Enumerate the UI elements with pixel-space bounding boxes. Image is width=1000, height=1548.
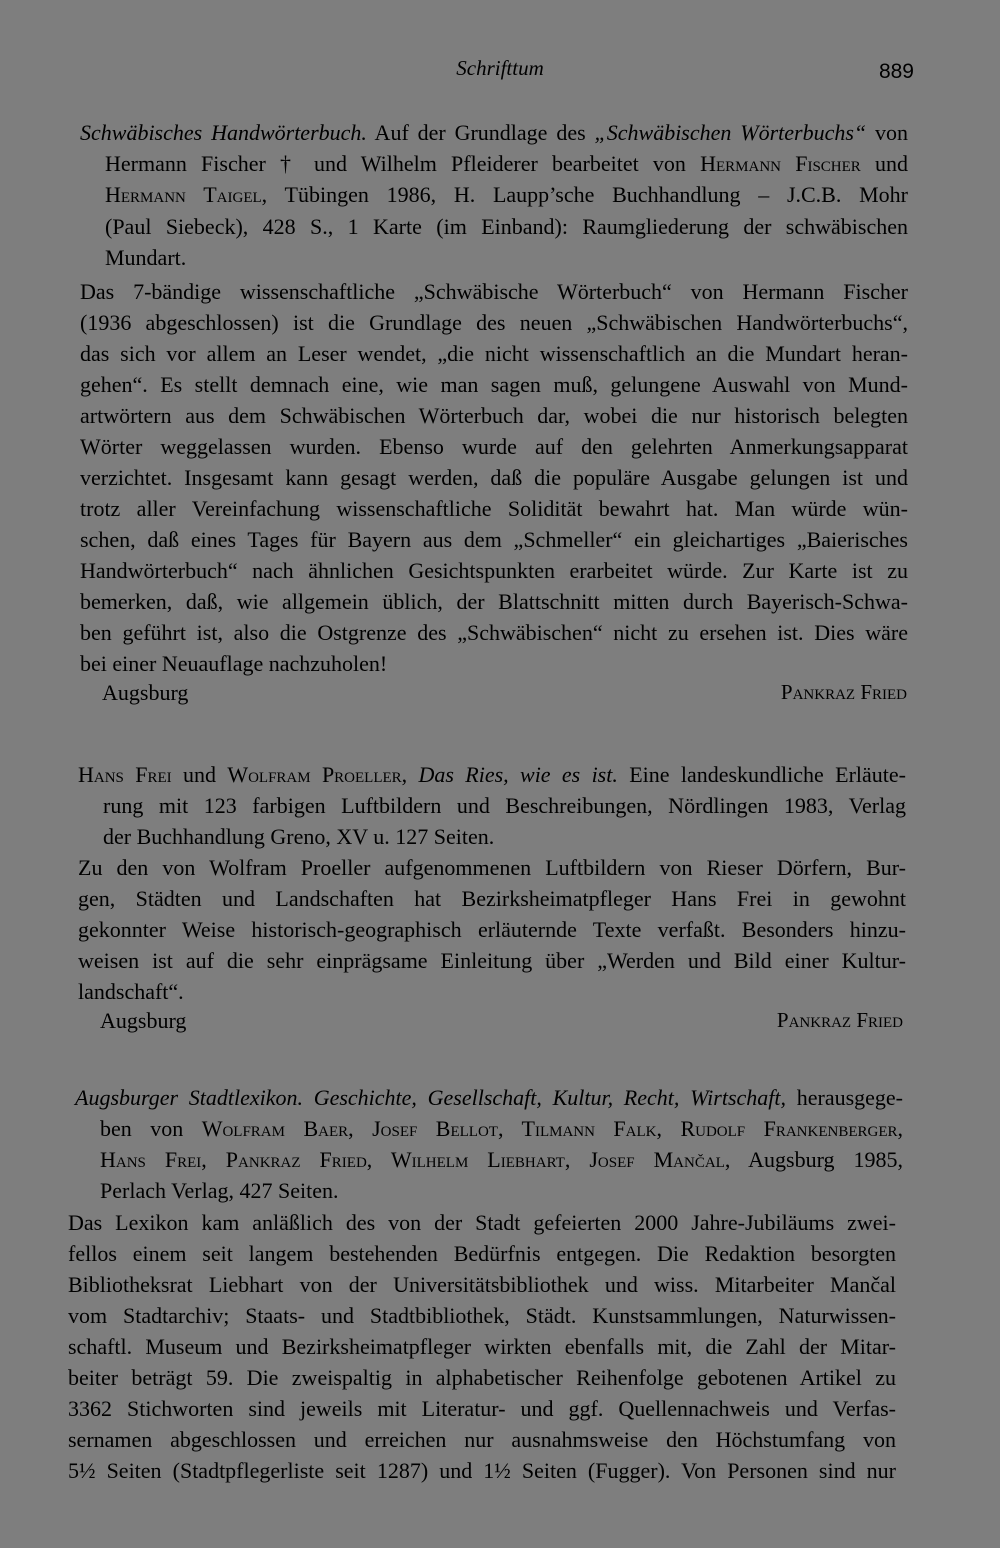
author-name: Hans Frei	[78, 762, 172, 787]
body-line: Das 7-bändige wissenschaftliche „Schwäbische Wörterbuch“ von Hermann Fischer	[80, 279, 908, 304]
body-line: 5½ Seiten (Stadtpflegerliste seit 1287) und 1½ Seiten (Fugger). Von Personen sind nur	[68, 1458, 896, 1483]
body-line: bei einer Neuauflage nachzuholen!	[80, 651, 388, 676]
body-line: sernamen abgeschlossen und erreichen nur ausnahmsweise den Höchstumfang von	[68, 1427, 896, 1452]
citation-text: Auf der Grundlage des	[366, 120, 595, 145]
citation-text: , Tübingen 1986, H. Laupp’sche Buchhandlung – J.C.B. Mohr	[261, 182, 908, 207]
body-line: gehen“. Es stellt demnach eine, wie man sagen muß, gelungene Auswahl von Mund-	[80, 372, 908, 397]
body-line: Wörter weggelassen wurden. Ebenso wurde auf den gelehrten Anmerkungsapparat	[80, 434, 908, 459]
citation-line: Mundart.	[105, 245, 187, 270]
book-title: Schwäbisches Handwörterbuch.	[80, 120, 367, 145]
editor-names: Wolfram Baer, Josef Bellot, Tilmann Falk, Rudolf Frankenberger,	[201, 1116, 903, 1141]
citation-text: ,	[401, 762, 419, 787]
citation-line: (Paul Siebeck), 428 S., 1 Karte (im Einband): Raumgliederung der schwäbischen	[105, 214, 908, 239]
body-line: vom Stadtarchiv; Staats- und Stadtbibliothek, Städt. Kunstsammlungen, Naturwissen-	[68, 1303, 896, 1328]
citation-line: der Buchhandlung Greno, XV u. 127 Seiten.	[103, 824, 495, 849]
body-line: 3362 Stichworten sind jeweils mit Literatur- und ggf. Quellennachweis und Verfas-	[68, 1396, 896, 1421]
body-line: ben geführt ist, also die Ostgrenze des „Schwäbischen“ nicht zu ersehen ist. Dies wäre	[80, 620, 908, 645]
citation-text: ben von	[100, 1116, 202, 1141]
citation-text: und	[860, 151, 909, 176]
signature-place: Augsburg	[100, 1008, 187, 1033]
body-line: fellos einem seit langem bestehenden Bedürfnis entgegen. Die Redaktion besorgten	[68, 1241, 896, 1266]
body-line: bemerken, daß, wie allgemein üblich, der Blattschnitt mitten durch Bayerisch-Schwa-	[80, 589, 908, 614]
body-line: schaftl. Museum und Bezirksheimatpfleger wirkten ebenfalls mit, die Zahl der Mitar-	[68, 1334, 896, 1359]
body-line: Zu den von Wolfram Proeller aufgenommenen Luftbildern von Rieser Dörfern, Bur-	[78, 855, 906, 880]
citation-line	[78, 760, 906, 790]
body-line: Handwörterbuch“ nach ähnlichen Gesichtspunkten erarbeitet würde. Zur Karte ist zu	[80, 558, 908, 583]
author-name: Wolfram Proeller	[227, 762, 402, 787]
citation-line	[80, 118, 908, 148]
body-line: beiter beträgt 59. Die zweispaltig in alphabetischer Reihenfolge gebotenen Artikel zu	[68, 1365, 896, 1390]
signature-reviewer: Pankraz Fried	[776, 1008, 903, 1032]
body-line: weisen ist auf die sehr einprägsame Einleitung über „Werden und Bild einer Kultur-	[78, 948, 906, 973]
citation-italic: „Schwäbischen Wörterbuchs“	[594, 120, 867, 145]
body-line: gekonnter Weise historisch-geographisch erläuternde Texte verfaßt. Besonders hinzu-	[78, 917, 906, 942]
citation-line	[100, 1145, 903, 1175]
body-line: gen, Städten und Landschaften hat Bezirksheimatpfleger Hans Frei in gewohnt	[78, 886, 906, 911]
body-line: Das Lexikon kam anläßlich des von der Stadt gefeierten 2000 Jahre-Jubiläums zwei-	[68, 1210, 896, 1235]
editor-names: Hans Frei, Pankraz Fried, Wilhelm Liebhart, Josef Mančal	[100, 1147, 725, 1172]
citation-text: Eine landeskundliche Erläute-	[617, 762, 906, 787]
page-number: 889	[878, 60, 914, 83]
body-line: verzichtet. Insgesamt kann gesagt werden, daß die populäre Ausgabe gelungen ist und	[80, 465, 908, 490]
citation-line	[100, 1114, 903, 1144]
citation-line: Perlach Verlag, 427 Seiten.	[100, 1178, 339, 1203]
citation-line	[105, 180, 908, 210]
body-line: das sich vor allem an Leser wendet, „die nicht wissenschaftlich an die Mundart heran-	[80, 341, 908, 366]
body-line: artwörtern aus dem Schwäbischen Wörterbuch dar, wobei die nur historisch belegten	[80, 403, 908, 428]
body-line: landschaft“.	[78, 979, 184, 1004]
citation-line	[75, 1083, 903, 1113]
running-header-title: Schrifttum	[456, 56, 544, 80]
body-line: Bibliotheksrat Liebhart von der Universitätsbibliothek und wiss. Mitarbeiter Mančal	[68, 1272, 896, 1297]
citation-text: Hermann Fischer † und Wilhelm Pfleiderer bearbeitet von	[105, 151, 701, 176]
citation-text: und	[171, 762, 228, 787]
body-line: schen, daß eines Tages für Bayern aus dem „Schmeller“ ein gleichartiges „Baierisches	[80, 527, 908, 552]
body-line: (1936 abgeschlossen) ist die Grundlage des neuen „Schwäbischen Handwörterbuchs“,	[80, 310, 908, 335]
signature-place: Augsburg	[102, 680, 189, 705]
author-name: Hermann Taigel	[105, 182, 262, 207]
citation-text: , Augsburg 1985,	[724, 1147, 904, 1172]
citation-line: rung mit 123 farbigen Luftbildern und Beschreibungen, Nördlingen 1983, Verlag	[103, 793, 906, 818]
body-line: trotz aller Vereinfachung wissenschaftliche Solidität bewahrt hat. Man würde wün-	[80, 496, 908, 521]
book-title: Das Ries, wie es ist.	[418, 762, 618, 787]
citation-line	[105, 149, 908, 179]
citation-text: von	[866, 120, 909, 145]
author-name: Hermann Fischer	[700, 151, 861, 176]
citation-text: herausgege-	[786, 1085, 903, 1110]
book-title: Augsburger Stadtlexikon. Geschichte, Gesellschaft, Kultur, Recht, Wirtschaft,	[75, 1085, 787, 1110]
signature-reviewer: Pankraz Fried	[780, 680, 907, 704]
